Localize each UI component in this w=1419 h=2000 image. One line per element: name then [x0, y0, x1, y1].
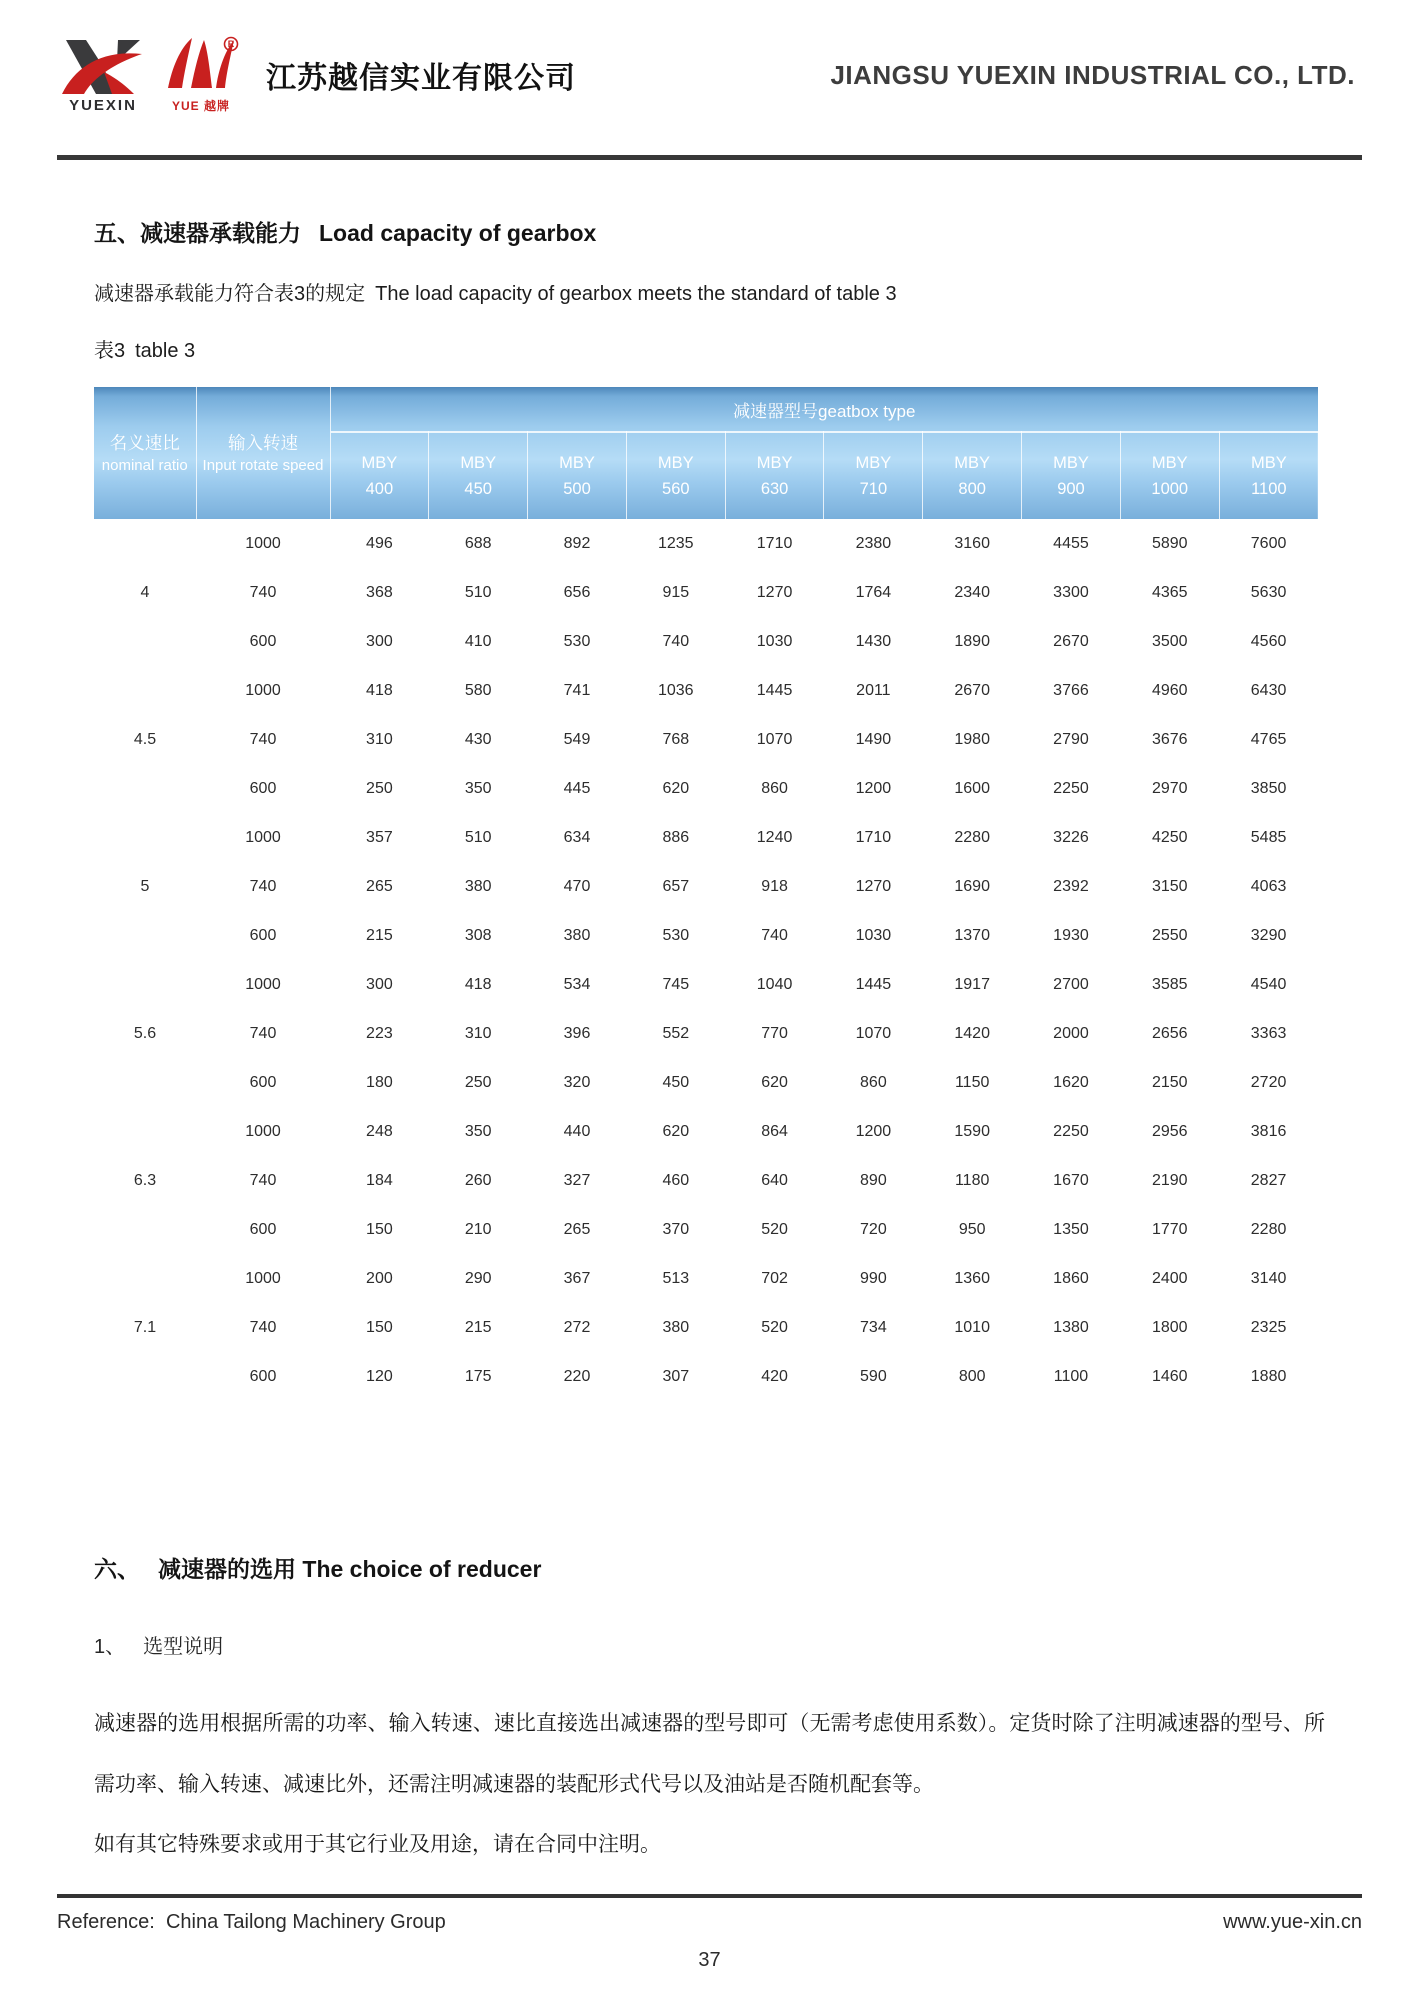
- capacity-value-cell: 1420: [923, 1009, 1022, 1058]
- capacity-value-cell: 520: [725, 1205, 824, 1254]
- capacity-value-cell: 1980: [923, 715, 1022, 764]
- capacity-value-cell: 260: [429, 1156, 528, 1205]
- input-speed-cell: 740: [196, 568, 330, 617]
- capacity-value-cell: 308: [429, 911, 528, 960]
- capacity-value-cell: 1070: [725, 715, 824, 764]
- capacity-value-cell: 2280: [923, 813, 1022, 862]
- capacity-value-cell: 4250: [1120, 813, 1219, 862]
- capacity-value-cell: 918: [725, 862, 824, 911]
- section6-title: [94, 1551, 1325, 1584]
- nominal-ratio-header-en: nominal ratio: [101, 457, 188, 475]
- capacity-value-cell: 770: [725, 1009, 824, 1058]
- nominal-ratio-cell: 4.5: [94, 666, 196, 813]
- input-speed-cell: 740: [196, 715, 330, 764]
- capacity-value-cell: 2670: [923, 666, 1022, 715]
- capacity-value-cell: 2380: [824, 519, 923, 568]
- company-name-cn: 江苏越信实业有限公司: [266, 62, 576, 95]
- model-column-header: MBY 500: [528, 432, 627, 519]
- input-speed-cell: 600: [196, 1058, 330, 1107]
- table-caption: [94, 334, 1325, 363]
- capacity-value-cell: 892: [528, 519, 627, 568]
- section5-title-en: Load capacity of gearbox: [319, 220, 597, 247]
- section5-number: 五、: [94, 220, 140, 247]
- capacity-value-cell: 688: [429, 519, 528, 568]
- capacity-value-cell: 2250: [1022, 764, 1121, 813]
- capacity-value-cell: 215: [429, 1303, 528, 1352]
- nominal-ratio-header-cn: 名义速比: [109, 433, 180, 454]
- capacity-value-cell: 1600: [923, 764, 1022, 813]
- capacity-value-cell: 3363: [1219, 1009, 1318, 1058]
- input-speed-cell: 600: [196, 911, 330, 960]
- capacity-value-cell: 3160: [923, 519, 1022, 568]
- capacity-value-cell: 5485: [1219, 813, 1318, 862]
- input-speed-cell: 740: [196, 1303, 330, 1352]
- capacity-value-cell: 590: [824, 1352, 923, 1401]
- capacity-value-cell: 1150: [923, 1058, 1022, 1107]
- capacity-value-cell: 552: [626, 1009, 725, 1058]
- capacity-value-cell: 440: [528, 1107, 627, 1156]
- capacity-value-cell: 2150: [1120, 1058, 1219, 1107]
- yue-brand-label: YUE 越牌: [171, 99, 230, 113]
- capacity-value-cell: 265: [528, 1205, 627, 1254]
- input-speed-cell: 600: [196, 764, 330, 813]
- model-column-header: MBY 400: [330, 432, 429, 519]
- capacity-value-cell: 184: [330, 1156, 429, 1205]
- page-body: [94, 196, 1325, 1858]
- capacity-value-cell: 250: [330, 764, 429, 813]
- capacity-value-cell: 1445: [824, 960, 923, 1009]
- capacity-value-cell: 3290: [1219, 911, 1318, 960]
- input-speed-cell: 1000: [196, 813, 330, 862]
- capacity-value-cell: 4455: [1022, 519, 1121, 568]
- capacity-value-cell: 1890: [923, 617, 1022, 666]
- company-name-en: JIANGSU YUEXIN INDUSTRIAL CO., LTD.: [830, 59, 1355, 90]
- table-caption-en: table 3: [135, 340, 196, 363]
- capacity-value-cell: 510: [429, 813, 528, 862]
- page-footer: [57, 1894, 1362, 1972]
- yue-brand-icon: [162, 36, 240, 94]
- capacity-value-cell: 1100: [1022, 1352, 1121, 1401]
- section6-number: 六、: [94, 1556, 140, 1583]
- capacity-value-cell: 1270: [725, 568, 824, 617]
- nominal-ratio-cell: 5: [94, 813, 196, 960]
- nominal-ratio-header: [94, 387, 196, 519]
- capacity-value-cell: 350: [429, 1107, 528, 1156]
- capacity-value-cell: 1200: [824, 1107, 923, 1156]
- capacity-value-cell: 265: [330, 862, 429, 911]
- table-row: [94, 764, 1318, 813]
- capacity-value-cell: 1670: [1022, 1156, 1121, 1205]
- input-speed-header-cn: 输入转速: [228, 433, 298, 454]
- capacity-value-cell: 1350: [1022, 1205, 1121, 1254]
- table-row: [94, 1156, 1318, 1205]
- capacity-value-cell: 1235: [626, 519, 725, 568]
- capacity-value-cell: 4540: [1219, 960, 1318, 1009]
- section6-title-en: The choice of reducer: [302, 1556, 542, 1583]
- input-speed-cell: 740: [196, 1009, 330, 1058]
- capacity-value-cell: 1370: [923, 911, 1022, 960]
- load-capacity-table: [94, 387, 1318, 1401]
- capacity-value-cell: 530: [626, 911, 725, 960]
- table-row: [94, 960, 1318, 1009]
- capacity-value-cell: 1070: [824, 1009, 923, 1058]
- special-requirement-paragraph: 如有其它特殊要求或用于其它行业及用途，请在合同中注明。: [94, 1832, 661, 1856]
- table-row: [94, 911, 1318, 960]
- capacity-value-cell: 3226: [1022, 813, 1121, 862]
- capacity-value-cell: 175: [429, 1352, 528, 1401]
- capacity-value-cell: 1690: [923, 862, 1022, 911]
- capacity-value-cell: 1770: [1120, 1205, 1219, 1254]
- input-speed-cell: 1000: [196, 666, 330, 715]
- table-row: [94, 1352, 1318, 1401]
- capacity-value-cell: 210: [429, 1205, 528, 1254]
- input-speed-cell: 600: [196, 1205, 330, 1254]
- capacity-value-cell: 2720: [1219, 1058, 1318, 1107]
- table-row: [94, 1107, 1318, 1156]
- capacity-value-cell: 215: [330, 911, 429, 960]
- capacity-value-cell: 860: [725, 764, 824, 813]
- header-rule: [57, 155, 1362, 160]
- footer-website: www.yue-xin.cn: [1223, 1911, 1362, 1933]
- capacity-value-cell: 1917: [923, 960, 1022, 1009]
- capacity-value-cell: 530: [528, 617, 627, 666]
- capacity-value-cell: 2325: [1219, 1303, 1318, 1352]
- capacity-value-cell: 1030: [725, 617, 824, 666]
- capacity-value-cell: 3140: [1219, 1254, 1318, 1303]
- capacity-value-cell: 620: [626, 764, 725, 813]
- capacity-value-cell: 445: [528, 764, 627, 813]
- capacity-value-cell: 702: [725, 1254, 824, 1303]
- capacity-value-cell: 300: [330, 617, 429, 666]
- capacity-value-cell: 248: [330, 1107, 429, 1156]
- capacity-value-cell: 2190: [1120, 1156, 1219, 1205]
- section6-title-cn: 减速器的选用: [158, 1556, 296, 1583]
- page-number: 37: [698, 1949, 721, 1971]
- table-row: [94, 1303, 1318, 1352]
- capacity-value-cell: 2011: [824, 666, 923, 715]
- capacity-value-cell: 860: [824, 1058, 923, 1107]
- input-speed-cell: 1000: [196, 1107, 330, 1156]
- capacity-value-cell: 1180: [923, 1156, 1022, 1205]
- input-speed-cell: 1000: [196, 960, 330, 1009]
- capacity-value-cell: 1860: [1022, 1254, 1121, 1303]
- capacity-value-cell: 380: [626, 1303, 725, 1352]
- capacity-value-cell: 300: [330, 960, 429, 1009]
- item-number: 1、: [94, 1636, 126, 1659]
- nominal-ratio-cell: 5.6: [94, 960, 196, 1107]
- nominal-ratio-cell: 7.1: [94, 1254, 196, 1401]
- capacity-value-cell: 800: [923, 1352, 1022, 1401]
- input-speed-cell: 600: [196, 1352, 330, 1401]
- capacity-value-cell: 3300: [1022, 568, 1121, 617]
- model-column-header: MBY 560: [626, 432, 725, 519]
- capacity-value-cell: 367: [528, 1254, 627, 1303]
- capacity-value-cell: 864: [725, 1107, 824, 1156]
- nominal-ratio-cell: 6.3: [94, 1107, 196, 1254]
- capacity-value-cell: 200: [330, 1254, 429, 1303]
- capacity-value-cell: 1270: [824, 862, 923, 911]
- capacity-value-cell: 2000: [1022, 1009, 1121, 1058]
- section5-description: [94, 277, 1325, 306]
- input-speed-cell: 1000: [196, 1254, 330, 1303]
- capacity-value-cell: 180: [330, 1058, 429, 1107]
- input-speed-cell: 740: [196, 1156, 330, 1205]
- capacity-value-cell: 990: [824, 1254, 923, 1303]
- capacity-value-cell: 310: [429, 1009, 528, 1058]
- capacity-value-cell: 3766: [1022, 666, 1121, 715]
- capacity-value-cell: 1240: [725, 813, 824, 862]
- capacity-value-cell: 1930: [1022, 911, 1121, 960]
- capacity-value-cell: 7600: [1219, 519, 1318, 568]
- capacity-value-cell: 580: [429, 666, 528, 715]
- section5-title-cn: 减速器承载能力: [140, 220, 301, 247]
- capacity-value-cell: 2656: [1120, 1009, 1219, 1058]
- capacity-value-cell: 327: [528, 1156, 627, 1205]
- capacity-value-cell: 510: [429, 568, 528, 617]
- table-row: [94, 1009, 1318, 1058]
- capacity-value-cell: 418: [429, 960, 528, 1009]
- capacity-value-cell: 357: [330, 813, 429, 862]
- logo-group: [60, 36, 240, 114]
- gearbox-type-span-header: 减速器型号geatbox type: [330, 387, 1318, 432]
- input-speed-header-en: Input rotate speed: [202, 457, 324, 475]
- input-speed-header: [196, 387, 330, 519]
- capacity-value-cell: 1010: [923, 1303, 1022, 1352]
- capacity-value-cell: 1590: [923, 1107, 1022, 1156]
- capacity-value-cell: 2970: [1120, 764, 1219, 813]
- capacity-value-cell: 2790: [1022, 715, 1121, 764]
- capacity-value-cell: 320: [528, 1058, 627, 1107]
- capacity-value-cell: 2670: [1022, 617, 1121, 666]
- capacity-value-cell: 220: [528, 1352, 627, 1401]
- capacity-value-cell: 1200: [824, 764, 923, 813]
- capacity-value-cell: 1880: [1219, 1352, 1318, 1401]
- capacity-value-cell: 4365: [1120, 568, 1219, 617]
- capacity-value-cell: 396: [528, 1009, 627, 1058]
- input-speed-cell: 1000: [196, 519, 330, 568]
- capacity-value-cell: 3850: [1219, 764, 1318, 813]
- capacity-value-cell: 620: [725, 1058, 824, 1107]
- capacity-value-cell: 549: [528, 715, 627, 764]
- model-column-header: MBY 450: [429, 432, 528, 519]
- capacity-value-cell: 4960: [1120, 666, 1219, 715]
- table-row: [94, 666, 1318, 715]
- capacity-value-cell: 6430: [1219, 666, 1318, 715]
- capacity-value-cell: 290: [429, 1254, 528, 1303]
- model-column-header: MBY 800: [923, 432, 1022, 519]
- capacity-value-cell: 1490: [824, 715, 923, 764]
- capacity-value-cell: 3676: [1120, 715, 1219, 764]
- capacity-value-cell: 450: [626, 1058, 725, 1107]
- capacity-value-cell: 272: [528, 1303, 627, 1352]
- section5-title: [94, 215, 1325, 248]
- capacity-value-cell: 5890: [1120, 519, 1219, 568]
- table-row: [94, 813, 1318, 862]
- capacity-value-cell: 741: [528, 666, 627, 715]
- capacity-value-cell: 656: [528, 568, 627, 617]
- capacity-value-cell: 430: [429, 715, 528, 764]
- footer-row: [57, 1911, 1362, 1934]
- capacity-value-cell: 1430: [824, 617, 923, 666]
- capacity-value-cell: 886: [626, 813, 725, 862]
- capacity-value-cell: 1040: [725, 960, 824, 1009]
- capacity-value-cell: 1710: [725, 519, 824, 568]
- nominal-ratio-cell: 4: [94, 519, 196, 666]
- capacity-value-cell: 2550: [1120, 911, 1219, 960]
- yuexin-mark-icon: [60, 38, 146, 96]
- capacity-value-cell: 418: [330, 666, 429, 715]
- capacity-value-cell: 370: [626, 1205, 725, 1254]
- model-column-header: MBY 900: [1022, 432, 1121, 519]
- capacity-value-cell: 4765: [1219, 715, 1318, 764]
- capacity-value-cell: 1764: [824, 568, 923, 617]
- capacity-value-cell: 890: [824, 1156, 923, 1205]
- capacity-value-cell: 2700: [1022, 960, 1121, 1009]
- capacity-value-cell: 410: [429, 617, 528, 666]
- description-cn: 减速器承载能力符合表3的规定: [94, 283, 366, 306]
- capacity-value-cell: 1460: [1120, 1352, 1219, 1401]
- footer-reference: [57, 1911, 446, 1934]
- capacity-value-cell: 350: [429, 764, 528, 813]
- svg-text:R: R: [227, 39, 235, 49]
- capacity-value-cell: 380: [429, 862, 528, 911]
- capacity-value-cell: 496: [330, 519, 429, 568]
- table-row: [94, 1205, 1318, 1254]
- table-caption-cn: 表3: [94, 340, 126, 363]
- capacity-value-cell: 620: [626, 1107, 725, 1156]
- capacity-value-cell: 3500: [1120, 617, 1219, 666]
- selection-note-item: [94, 1630, 1325, 1659]
- capacity-value-cell: 734: [824, 1303, 923, 1352]
- capacity-value-cell: 3816: [1219, 1107, 1318, 1156]
- capacity-value-cell: 534: [528, 960, 627, 1009]
- capacity-value-cell: 380: [528, 911, 627, 960]
- capacity-value-cell: 768: [626, 715, 725, 764]
- capacity-value-cell: 5630: [1219, 568, 1318, 617]
- capacity-value-cell: 368: [330, 568, 429, 617]
- table-body: [94, 519, 1318, 1401]
- capacity-value-cell: 657: [626, 862, 725, 911]
- capacity-value-cell: 1030: [824, 911, 923, 960]
- capacity-value-cell: 950: [923, 1205, 1022, 1254]
- capacity-value-cell: 120: [330, 1352, 429, 1401]
- yuexin-logo: [60, 38, 146, 114]
- item-title: 选型说明: [143, 1636, 224, 1659]
- capacity-value-cell: 307: [626, 1352, 725, 1401]
- capacity-value-cell: 2827: [1219, 1156, 1318, 1205]
- yuexin-logo-label: YUEXIN: [69, 97, 137, 114]
- capacity-value-cell: 1360: [923, 1254, 1022, 1303]
- model-column-header: MBY 630: [725, 432, 824, 519]
- capacity-value-cell: 745: [626, 960, 725, 1009]
- capacity-value-cell: 4063: [1219, 862, 1318, 911]
- capacity-value-cell: 2400: [1120, 1254, 1219, 1303]
- capacity-value-cell: 150: [330, 1205, 429, 1254]
- capacity-value-cell: 740: [626, 617, 725, 666]
- capacity-value-cell: 1710: [824, 813, 923, 862]
- model-column-header: MBY 710: [824, 432, 923, 519]
- model-column-header: MBY 1000: [1120, 432, 1219, 519]
- table-row: [94, 568, 1318, 617]
- input-speed-cell: 600: [196, 617, 330, 666]
- table-row: [94, 617, 1318, 666]
- capacity-value-cell: 634: [528, 813, 627, 862]
- capacity-value-cell: 1380: [1022, 1303, 1121, 1352]
- capacity-value-cell: 310: [330, 715, 429, 764]
- capacity-value-cell: 1036: [626, 666, 725, 715]
- table-row: [94, 1058, 1318, 1107]
- capacity-value-cell: 2250: [1022, 1107, 1121, 1156]
- description-en: The load capacity of gearbox meets the standard of table 3: [375, 283, 897, 306]
- capacity-value-cell: 2280: [1219, 1205, 1318, 1254]
- table-row: [94, 862, 1318, 911]
- table-row: [94, 519, 1318, 568]
- footer-rule: [57, 1894, 1362, 1898]
- table-row: [94, 715, 1318, 764]
- capacity-value-cell: 2392: [1022, 862, 1121, 911]
- capacity-value-cell: 460: [626, 1156, 725, 1205]
- capacity-value-cell: 1620: [1022, 1058, 1121, 1107]
- capacity-value-cell: 1800: [1120, 1303, 1219, 1352]
- capacity-value-cell: 420: [725, 1352, 824, 1401]
- capacity-value-cell: 2956: [1120, 1107, 1219, 1156]
- footer-reference-label: Reference:: [57, 1911, 155, 1933]
- capacity-value-cell: 223: [330, 1009, 429, 1058]
- capacity-value-cell: 3585: [1120, 960, 1219, 1009]
- table-row: [94, 1254, 1318, 1303]
- capacity-value-cell: 520: [725, 1303, 824, 1352]
- yue-brand-logo: [162, 36, 240, 114]
- input-speed-cell: 740: [196, 862, 330, 911]
- capacity-value-cell: 2340: [923, 568, 1022, 617]
- table-header: [94, 387, 1318, 519]
- footer-reference-value: China Tailong Machinery Group: [165, 1911, 446, 1933]
- capacity-value-cell: 740: [725, 911, 824, 960]
- capacity-value-cell: 1445: [725, 666, 824, 715]
- page-header: [60, 36, 1355, 114]
- capacity-value-cell: 720: [824, 1205, 923, 1254]
- capacity-value-cell: 513: [626, 1254, 725, 1303]
- capacity-value-cell: 915: [626, 568, 725, 617]
- selection-paragraph: 减速器的选用根据所需的功率、输入转速、速比直接选出减速器的型号即可（无需考虑使用系数）。定货时除了注明减速器的型号、所需功率、输入转速、减速比外，还需注明减速器的装配形式代号以及油站是否随机配套等。: [94, 1712, 1325, 1797]
- model-column-header: MBY 1100: [1219, 432, 1318, 519]
- capacity-value-cell: 250: [429, 1058, 528, 1107]
- capacity-value-cell: 3150: [1120, 862, 1219, 911]
- capacity-value-cell: 150: [330, 1303, 429, 1352]
- capacity-value-cell: 4560: [1219, 617, 1318, 666]
- capacity-value-cell: 470: [528, 862, 627, 911]
- capacity-value-cell: 640: [725, 1156, 824, 1205]
